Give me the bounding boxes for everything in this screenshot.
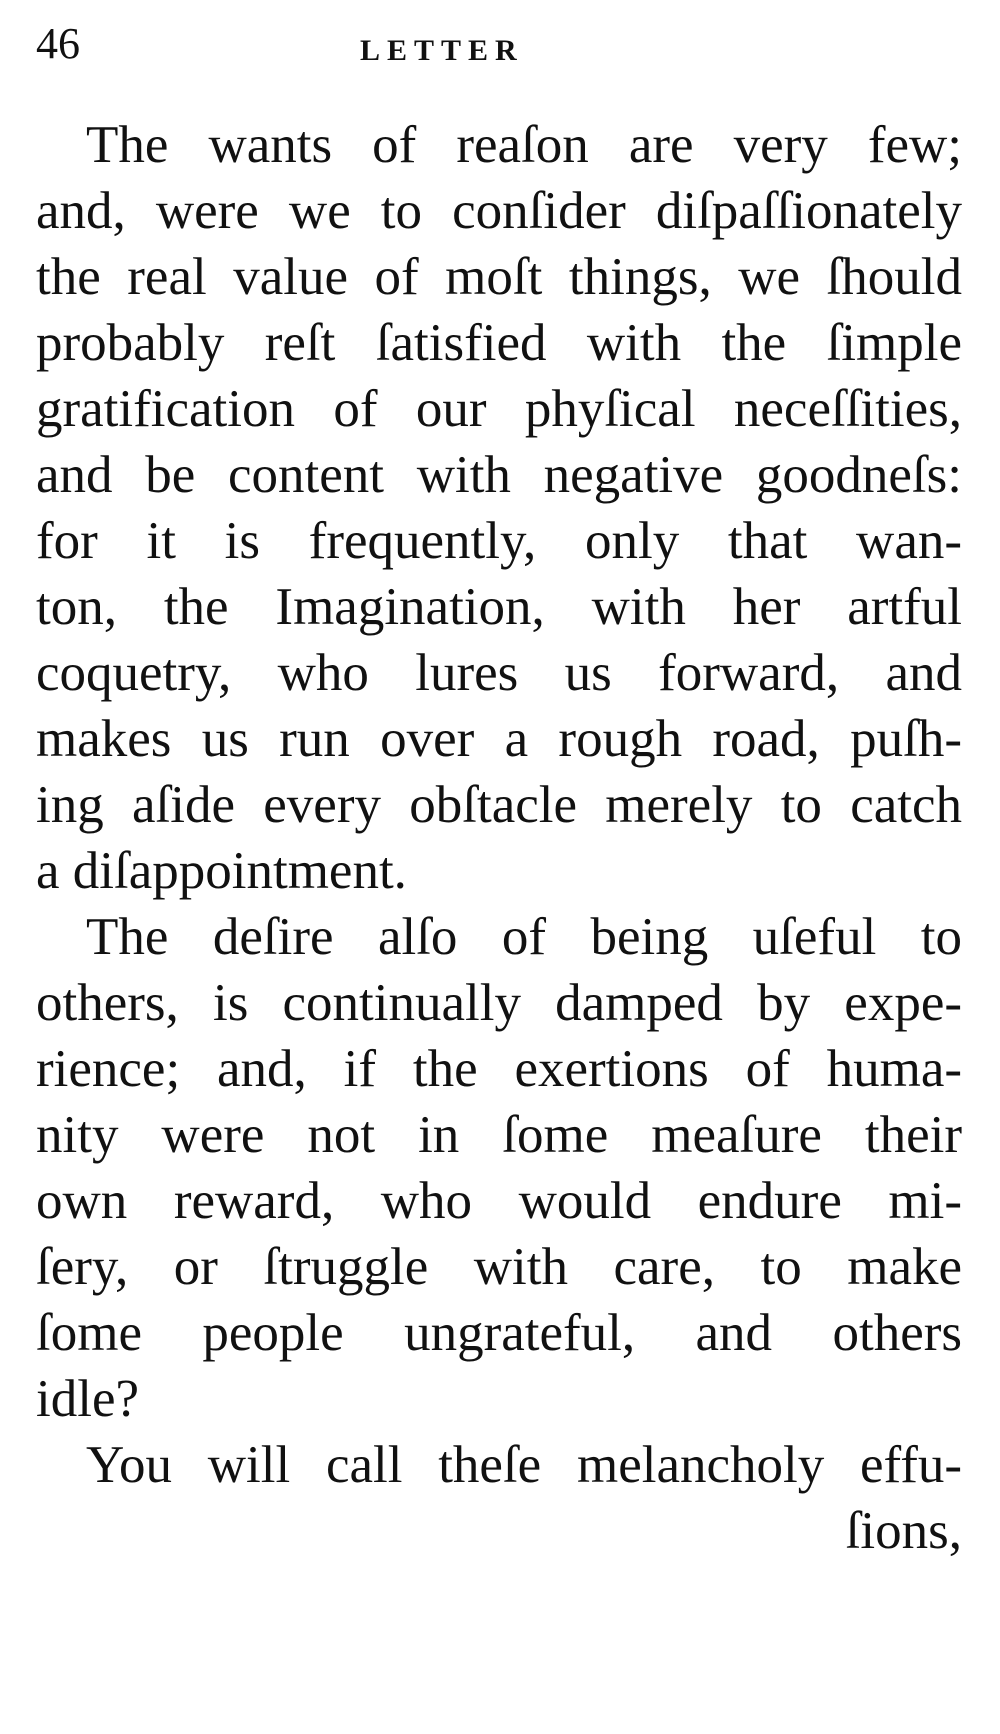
text-line: a diſappointment. [36,842,407,900]
text-line: nity were not in ſome meaſure their [36,1106,962,1164]
text-line: ſome people ungrateful, and others [36,1304,962,1362]
page-number: 46 [36,19,80,68]
text-line: and, were we to conſider diſpaſſionately [36,182,962,240]
text-line: ing aſide every obſtacle merely to catch [36,776,962,834]
text-line: idle? [36,1370,139,1428]
running-head: LETTER [360,34,524,67]
text-line: ſery, or ſtruggle with care, to make [36,1238,962,1296]
text-line: makes us run over a rough road, puſh- [36,710,962,768]
text-line: ton, the Imagination, with her artful [36,578,962,636]
text-line: coquetry, who lures us forward, and [36,644,962,702]
text-line: probably reſt ſatisfied with the ſimple [36,314,962,372]
text-line: for it is frequently, only that wan- [36,512,962,570]
text-line: others, is continually damped by expe- [36,974,962,1032]
text-line: and be content with negative goodneſs: [36,446,962,504]
text-line: The wants of reaſon are very few; [86,116,962,174]
text-line: the real value of moſt things, we ſhould [36,248,962,306]
text-line: own reward, who would endure mi- [36,1172,962,1230]
text-line: rience; and, if the exertions of huma- [36,1040,962,1098]
text-line: You will call theſe melancholy effu- [86,1436,962,1494]
text-line: The deſire alſo of being uſeful to [86,908,962,966]
text-line: gratification of our phyſical neceſſities, [36,380,962,438]
catchword: ſions, [845,1502,962,1560]
